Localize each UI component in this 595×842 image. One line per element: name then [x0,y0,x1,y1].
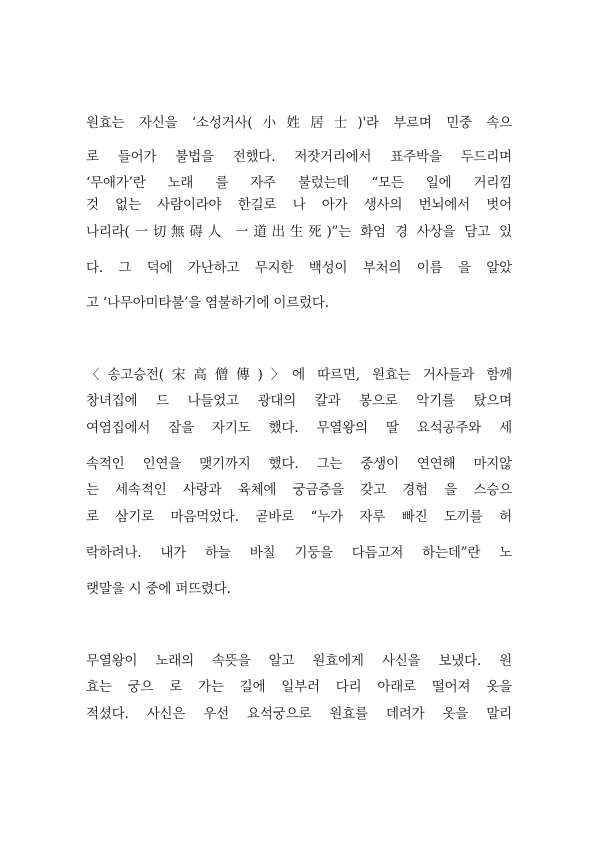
paragraph-2-line-3: 여염집에서 잠을 자기도 했다. 무열왕의 딸 요석공주와 세 [86,420,512,436]
paragraph-1-line-7: 고 ‘나무아미타불’을 염불하기에 이르렀다. [86,295,329,311]
paragraph-3-line-1: 무열왕이 노래의 속뜻을 알고 원효에게 사신을 보냈다. 원 [86,653,512,669]
paragraph-1-line-5: 나리라(一切無碍人 一道出生死)”는 화엄 경 사상을 담고 있 [86,224,512,240]
paragraph-1-line-4: 것 없는 사람이라야 한길로 나 아가 생사의 번뇌에서 벗어 [86,197,512,213]
paragraph-1-line-6: 다. 그 덕에 가난하고 무지한 백성이 부처의 이름 을 알았 [86,260,512,276]
paragraph-1-line-2: 로 들어가 불법을 전했다. 저잣거리에서 표주박을 두드리며 [86,149,512,165]
paragraph-2-line-1: 〈송고승전(宋高僧傳)〉에 따르면, 원효는 거사들과 함께 [86,367,512,383]
paragraph-1-line-1: 원효는 자신을 ‘소성거사(小姓居士)'라 부르며 민중 속으 [86,115,512,131]
paragraph-2-line-2: 창녀집에 드 나들었고 광대의 칼과 봉으로 악기를 탔으며 [86,393,512,409]
paragraph-1-line-3: ‘무애가’란 노래 를 자주 불렀는데 “모든 일에 거리낌 [86,175,512,191]
paragraph-2-line-5: 는 세속적인 사랑과 육체에 궁금증을 갖고 경험 을 스승으 [86,482,512,498]
paragraph-2-line-6: 로 삼기로 마음먹었다. 곧바로 “누가 자루 빠진 도끼를 허 [86,509,512,525]
paragraph-2-line-8: 랫말을 시 중에 퍼뜨렸다. [86,581,231,597]
paragraph-2-line-4: 속적인 인연을 맺기까지 했다. 그는 중생이 연연해 마지않 [86,456,512,472]
paragraph-3-line-2: 효는 궁으 로 가는 길에 일부러 다리 아래로 떨어져 옷을 [86,679,512,695]
paragraph-2-line-7: 락하려나. 내가 하늘 바칠 기둥을 다듬고저 하는데”란 노 [86,545,512,561]
paragraph-3-line-3: 적셨다. 사신은 우선 요석궁으로 원효를 데려가 옷을 말리 [86,706,512,722]
